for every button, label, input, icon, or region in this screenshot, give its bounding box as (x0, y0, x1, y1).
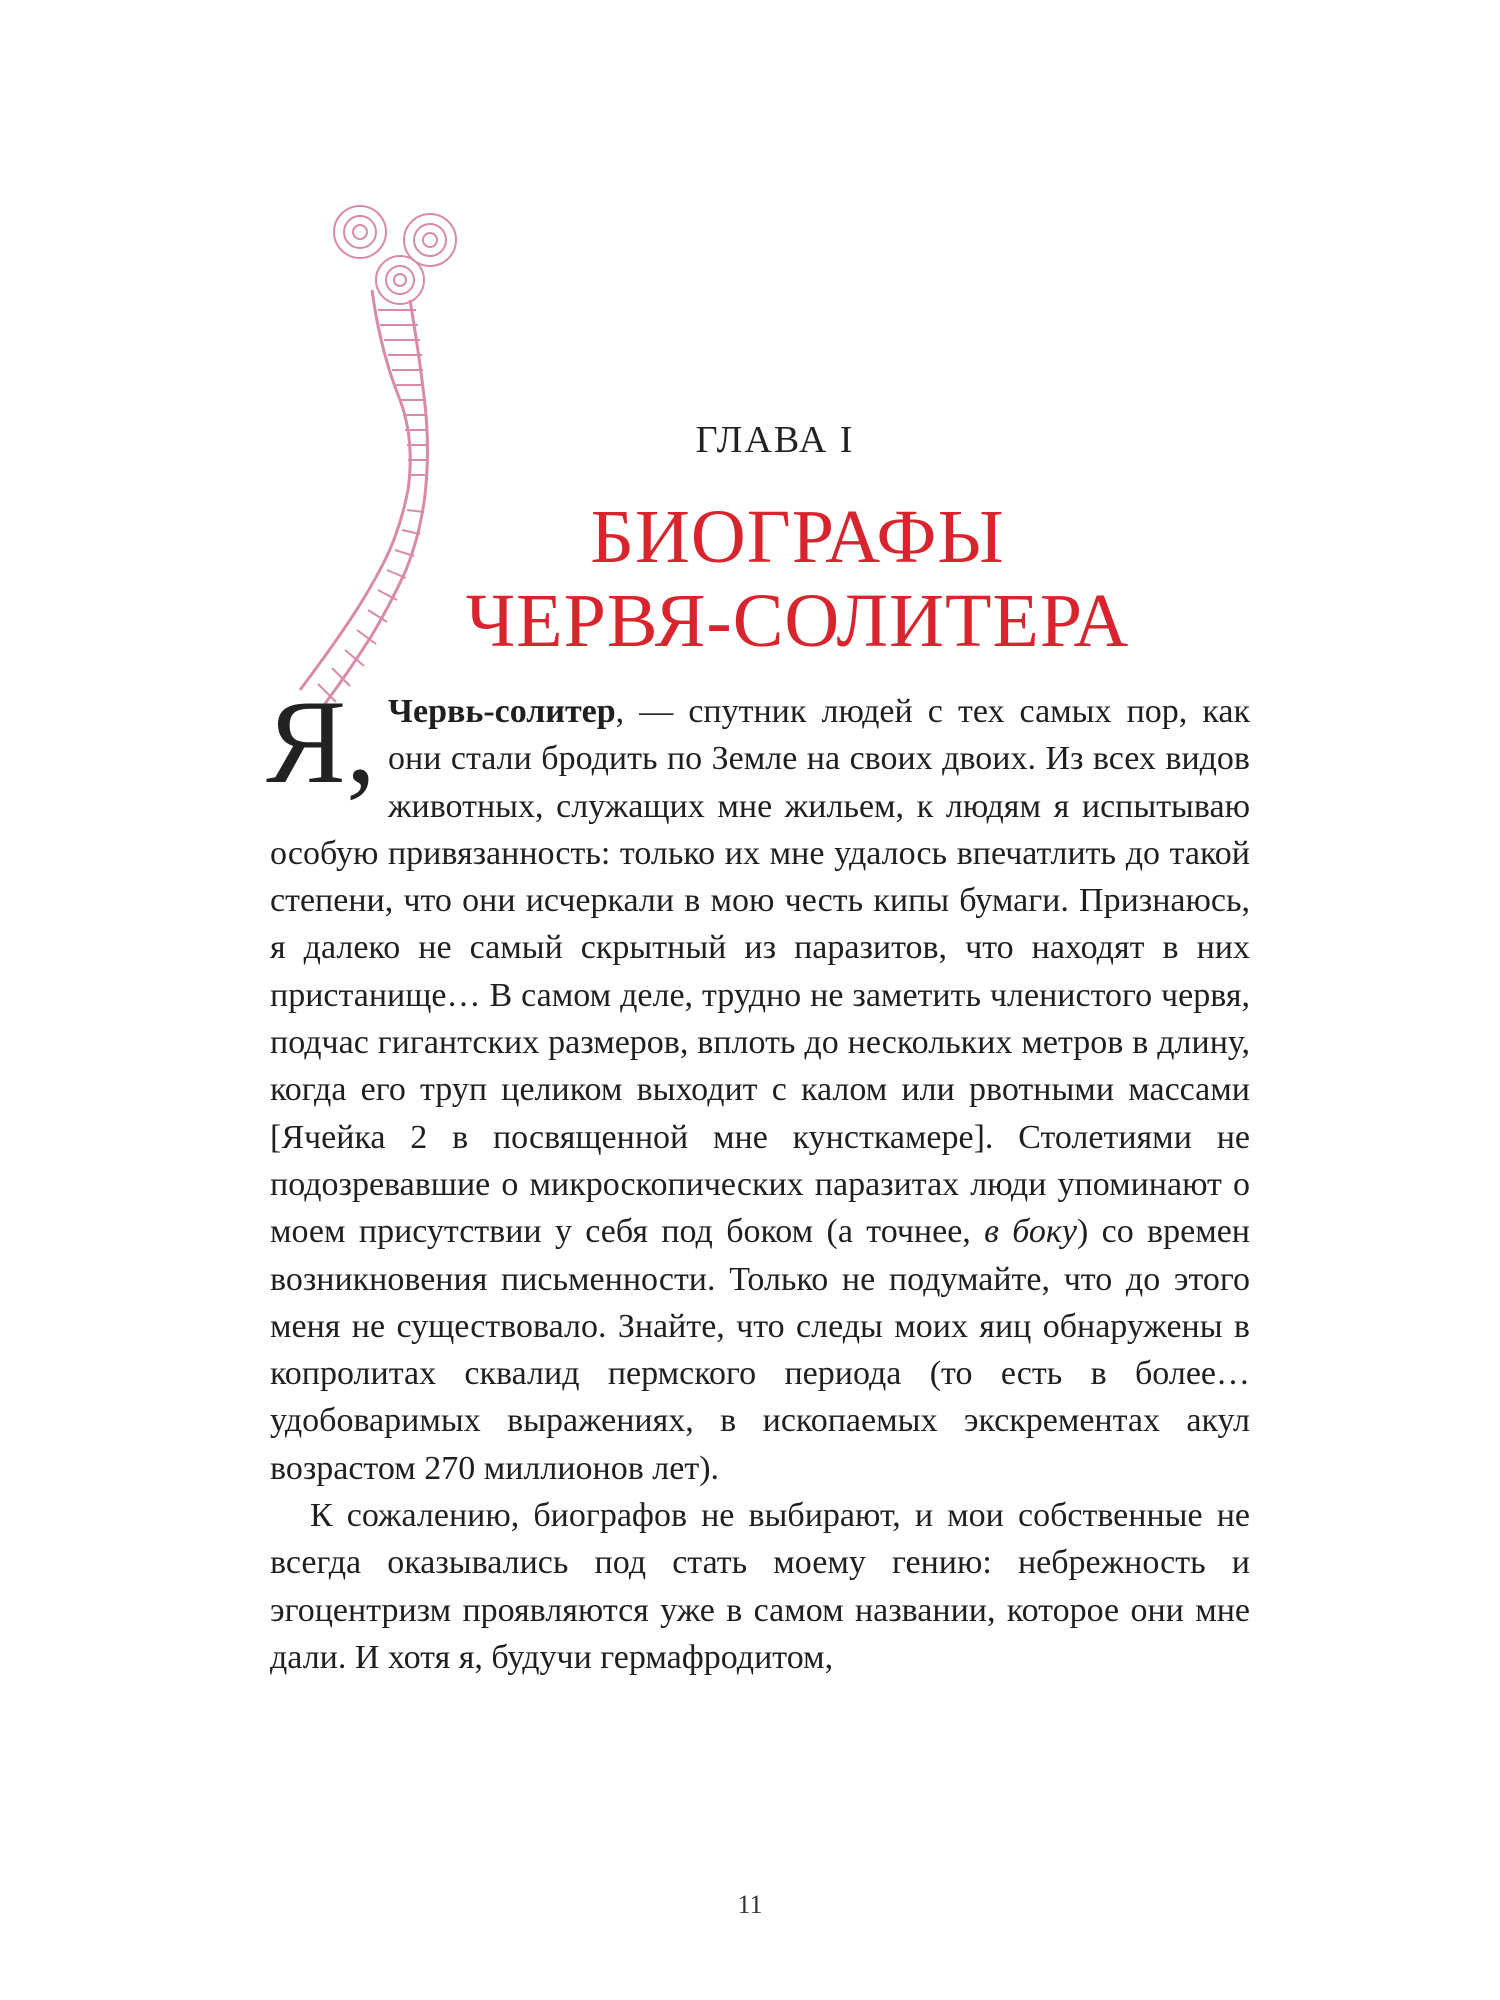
chapter-title-line-1: БИОГРАФЫ (590, 495, 1005, 579)
body-text (266, 675, 1251, 1681)
chapter-title (0, 495, 1500, 663)
paragraph-1-text-a: , — спутник людей с тех самых пор, как они стали бродить по Земле на своих двоих. Из всех видов животных, служащих мне жильем, к людям я испытываю особую привязанность: только их мне удалось впечатлить до такой степени, что они исчеркали в мою честь кипы бумаги. Признаюсь, я далеко не самый скрытный из паразитов, что находят в них пристанище… В самом деле, трудно не заметить членистого червя, подчас гигантских размеров, вплоть до нескольких метров в длину, когда его труп целиком выходит с калом или рвотными массами [Ячейка 2 в посвященной мне кунсткамере]. Столетиями не подозревавшие о микроскопических паразитах люди упоминают о моем присутствии у себя под боком (а точнее, (270, 693, 1250, 1251)
paragraph-2: К сожалению, биографов не выбирают, и мои собственные не всегда оказывались под стать моему гению: небрежность и эгоцентризм проявляются уже в самом названии, которое они мне дали. И хотя я, будучи гермафродитом, (270, 1497, 1250, 1676)
scolex-sucker-left (334, 206, 386, 258)
chapter-label: ГЛАВА I (695, 419, 855, 461)
chapter-title-line-2: ЧЕРВЯ-СОЛИТЕРА (465, 579, 1130, 663)
paragraph-1-text-b: ) со времен возникновения письменности. Только не подумайте, что до этого меня не существовало. Знайте, что следы моих яиц обнаружены в копролитах сквалид пермского периода (то есть в более… удобоваримых выражениях, в ископаемых экскрементах акул возрастом 270 миллионов лет). (270, 1213, 1251, 1487)
scolex-sucker-bottom (376, 256, 424, 304)
drop-cap: Я, (266, 675, 377, 808)
paragraph-1 (266, 675, 1251, 1492)
italic-phrase: в боку (984, 1213, 1077, 1251)
bold-lead: Червь-солитер (388, 693, 616, 730)
page-number: 11 (737, 1890, 763, 1919)
